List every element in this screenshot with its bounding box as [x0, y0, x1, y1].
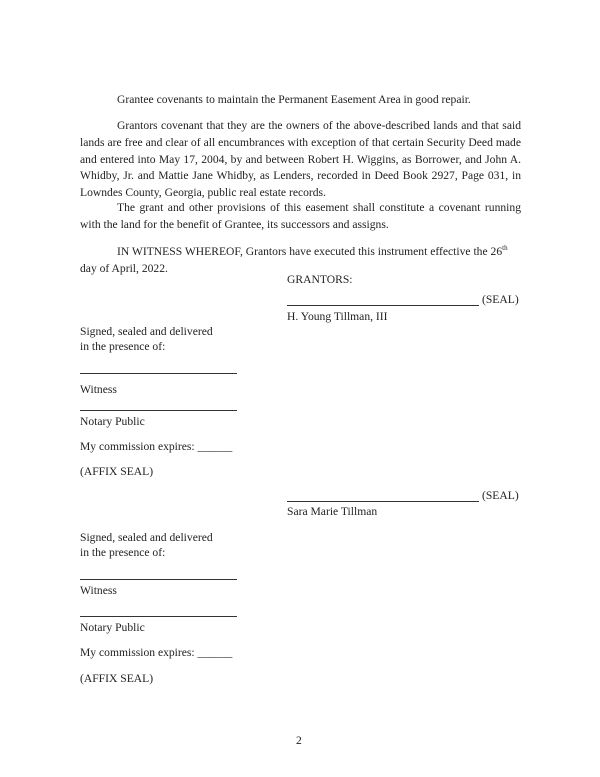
- presence-label: in the presence of:: [80, 546, 166, 559]
- notary-signature-line[interactable]: [80, 616, 237, 617]
- seal-label: (SEAL): [482, 489, 519, 502]
- affix-seal: (AFFIX SEAL): [80, 465, 154, 478]
- grantors-label: GRANTORS:: [287, 273, 353, 286]
- paragraph-maintenance: Grantee covenants to maintain the Permanent Easement Area in good repair.: [117, 93, 471, 106]
- presence-label: in the presence of:: [80, 340, 166, 353]
- signature-line[interactable]: [287, 501, 479, 502]
- commission-expires: My commission expires: ______: [80, 440, 233, 453]
- notary-label: Notary Public: [80, 415, 145, 428]
- paragraph-ownership: Grantors covenant that they are the owners of the above-described lands and that said lands are free and clear of all encumbrances with exception of that certain Security Deed made and entered into May 17, 2004, by and between Robert H. Wiggins, as Borrower, and John A. Whidby, Jr. and Mattie Jane Whidby, as Lenders, recorded in Deed Book 2927, Page 031, in Lowndes County, Georgia, public real estate records.: [80, 119, 521, 200]
- signatory-name: H. Young Tillman, III: [287, 310, 388, 323]
- notary-label: Notary Public: [80, 621, 145, 634]
- witness-label: Witness: [80, 584, 117, 597]
- paragraph-covenant: The grant and other provisions of this easement shall constitute a covenant running with the land for the benefit of Grantee, its successors and assigns.: [80, 201, 521, 231]
- commission-expires: My commission expires: ______: [80, 646, 233, 659]
- seal-label: (SEAL): [482, 293, 519, 306]
- witness-label: Witness: [80, 383, 117, 396]
- signatory-name: Sara Marie Tillman: [287, 505, 378, 518]
- signed-sealed-label: Signed, sealed and delivered: [80, 531, 213, 544]
- signature-line[interactable]: [287, 305, 479, 306]
- witness-signature-line[interactable]: [80, 579, 237, 580]
- witness-signature-line[interactable]: [80, 373, 237, 374]
- page-number: 2: [296, 734, 302, 747]
- notary-signature-line[interactable]: [80, 410, 237, 411]
- signed-sealed-label: Signed, sealed and delivered: [80, 325, 213, 338]
- witness-clause: IN WITNESS WHEREOF, Grantors have executed this instrument effective the 26th day of April, 2022.: [80, 244, 508, 275]
- affix-seal: (AFFIX SEAL): [80, 672, 154, 685]
